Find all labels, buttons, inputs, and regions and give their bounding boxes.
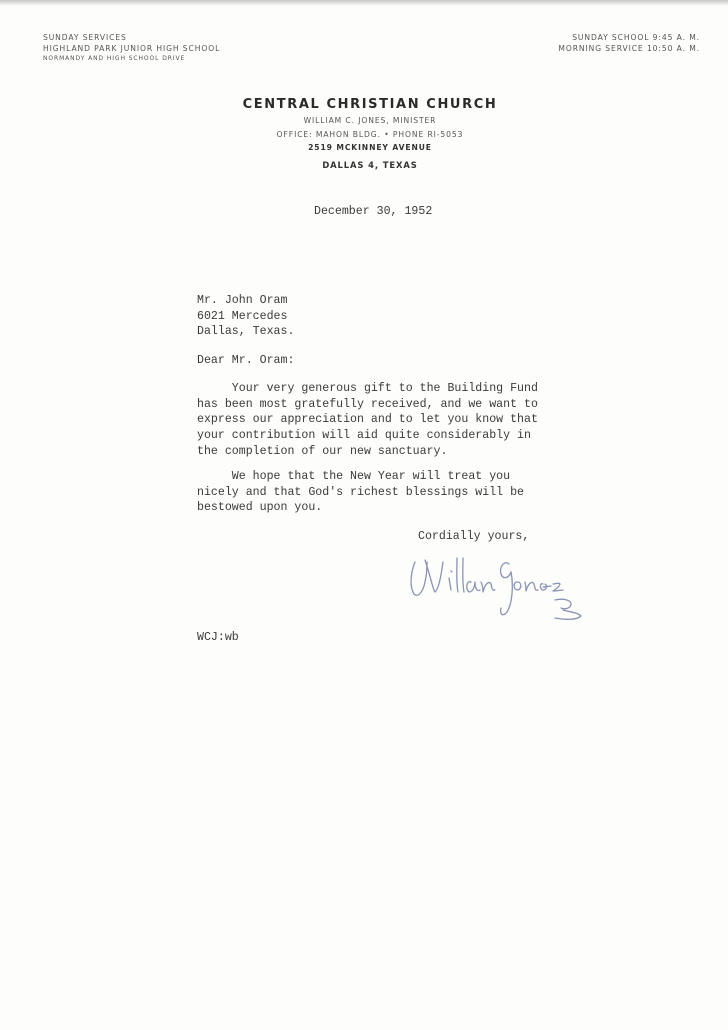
recipient-name: Mr. John Oram [197, 294, 288, 307]
services-heading: SUNDAY SERVICES [43, 33, 127, 42]
sunday-services-block [43, 33, 220, 65]
typist-initials: WCJ:wb [197, 631, 239, 644]
body-paragraph-1 [197, 381, 538, 460]
page-edge-shadow [0, 0, 728, 6]
recipient-address [197, 293, 294, 340]
street-address: 2519 MCKINNEY AVENUE [308, 143, 432, 152]
recipient-city: Dallas, Texas. [197, 325, 295, 339]
paragraph-line: Your very generous gift to the Building Fund [197, 382, 538, 395]
paragraph-line: bestowed upon you. [197, 501, 323, 515]
paragraph-line: the completion of our new sanctuary. [197, 444, 448, 458]
salutation: Dear Mr. Oram: [197, 354, 295, 367]
body-paragraph-2 [197, 469, 524, 516]
paragraph-line: We hope that the New Year will treat you [197, 470, 511, 483]
minister-line: WILLIAM C. JONES, MINISTER [303, 116, 437, 125]
services-address: NORMANDY AND HIGH SCHOOL DRIVE [43, 55, 186, 62]
signature-image [405, 548, 595, 628]
sunday-school-time: SUNDAY SCHOOL 9:45 A. M. [572, 33, 700, 42]
church-name: CENTRAL CHRISTIAN CHURCH [242, 97, 498, 112]
morning-service-time: MORNING SERVICE 10:50 A. M. [558, 43, 700, 53]
handwritten-signature [405, 548, 595, 628]
paragraph-line: express our appreciation and to let you know that [197, 413, 538, 427]
recipient-street: 6021 Mercedes [197, 309, 288, 323]
city-line: DALLAS 4, TEXAS [322, 160, 418, 170]
paragraph-line: nicely and that God's richest blessings will be [197, 485, 524, 499]
office-line: OFFICE: MAHON BLDG. • PHONE RI-5053 [276, 130, 464, 139]
letter-date: December 30, 1952 [314, 205, 433, 218]
paragraph-line: your contribution will aid quite considerably in [197, 429, 531, 443]
paragraph-line: has been most gratefully received, and we want to [197, 397, 538, 411]
complimentary-close: Cordially yours, [418, 530, 530, 543]
services-location: HIGHLAND PARK JUNIOR HIGH SCHOOL [43, 43, 221, 53]
service-times-block [558, 33, 700, 54]
